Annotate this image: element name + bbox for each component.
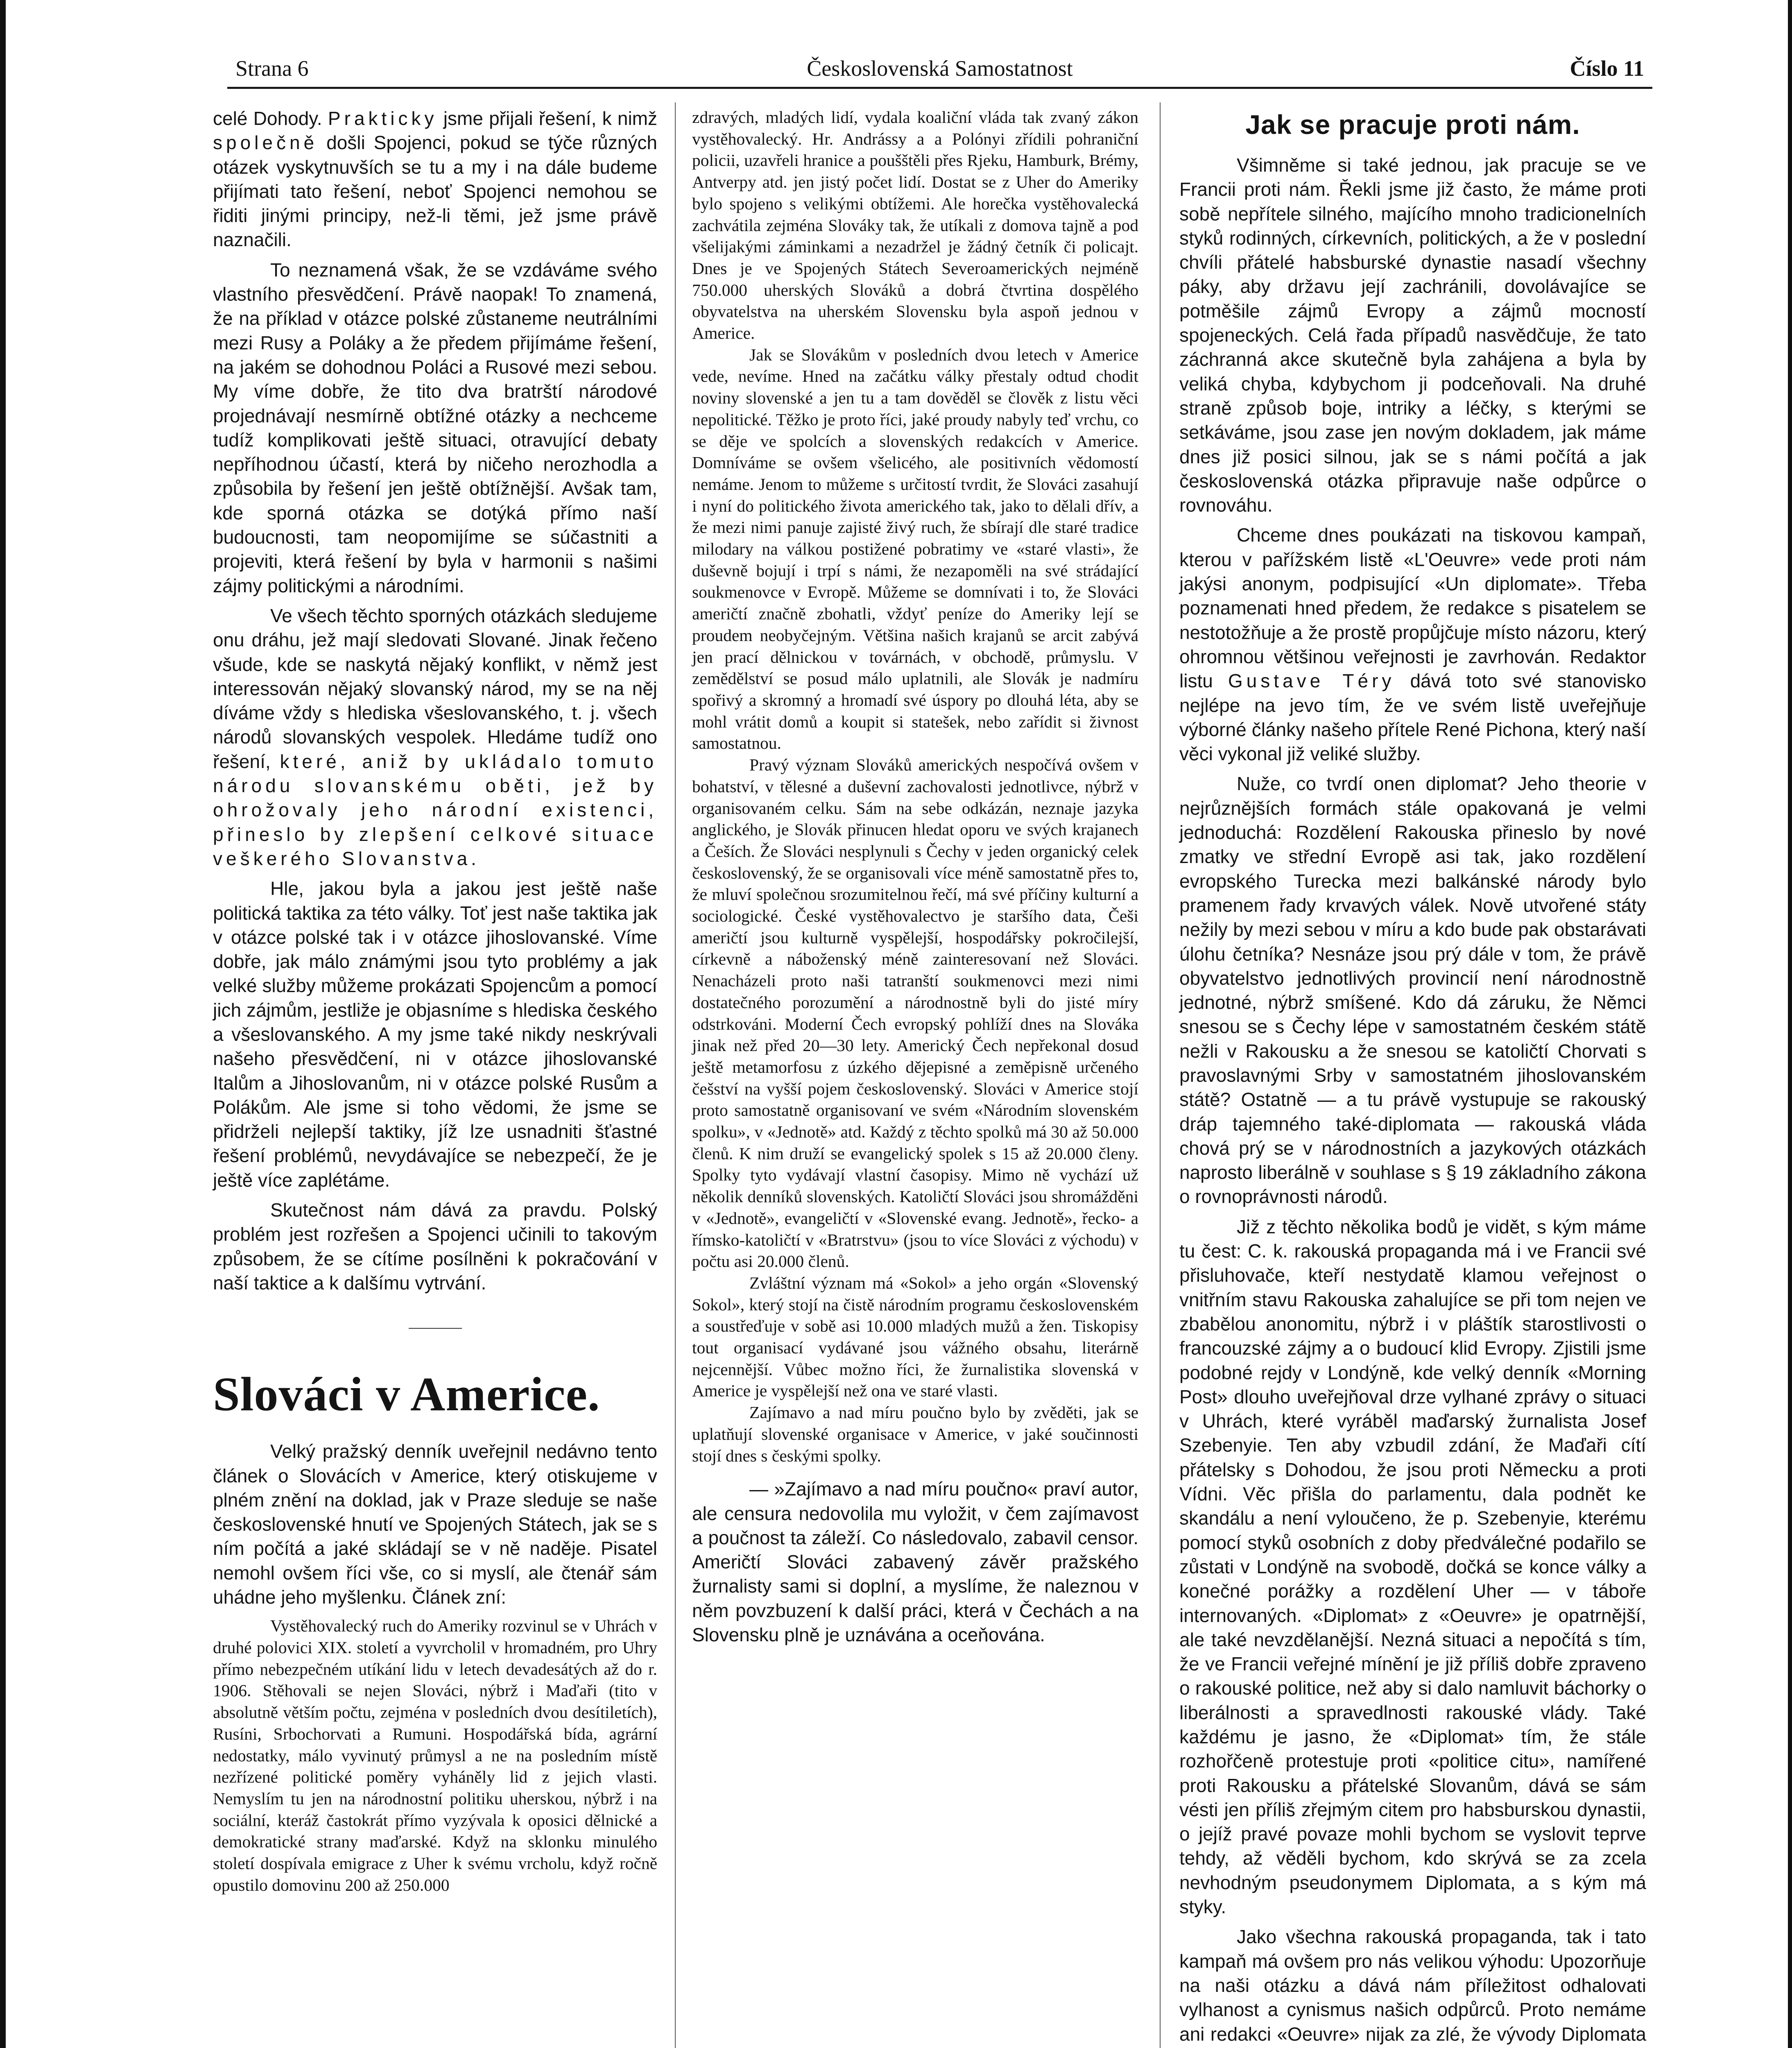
column-left xyxy=(213,106,657,1896)
paragraph xyxy=(213,604,657,871)
text-run: dává toto své stanovisko nejlépe na jevo tím, že ve svém listě uveřejňuje výborné články našeho přítele René Pichona, který naší věci vykonal již veliké služby. xyxy=(1179,670,1646,765)
masthead-title: Československá Samostatnost xyxy=(807,56,1073,81)
column-divider xyxy=(1160,102,1161,2048)
text-run: celé Dohody. xyxy=(213,108,328,129)
header-rule xyxy=(227,87,1652,89)
paragraph: Hle, jakou byla a jakou jest ještě naše politická taktika za této války. Toť jest naše taktika jak v otázce polské tak i v otázce jihoslovanské. Víme dobře, jak málo známými jsou tyto problémy a jak velké služby můžeme prokázati Spojencům a pomocí jich zájmům, jestliže je objasníme s hlediska českého a všeslovanského. A my jsme také nikdy neskrývali našeho přesvědčení, ni v otázce jihoslovanské Italům a Jihoslovanům, ni v otázce polské Rusům a Polákům. Ale jsme si toho vědomi, že jsme se přidrželi nejlepší taktiky, jíž lze usnadniti šťastné řešení problémů, nevydávajíce se nebezpečí, že je ještě více zaplétáme. xyxy=(213,878,657,1191)
paragraph: Jak se Slovákům v posledních dvou letech v Americe vede, nevíme. Hned na začátku války přestaly odtud chodit noviny slovenské a jen tu a tam dověděl se člověk z listu věci nepolitické. Těžko je proto říci, jaké proudy nabyly teď vrchu, co se děje ve spolcích a slovenských redakcích v Americe. Domníváme se ovšem všelicého, ale positivních vědomostí nemáme. Jenom to můžeme s určitostí tvrdit, že Slováci zasahují i nyní do politického života amerického tak, jako to dělali dřív, a že mezi nimi panuje zajisté živý ruch, že sbírají dle staré tradice milodary na válkou postižené pobratimy ve «staré vlasti», že duševně bojují i trpí s námi, že nezapoměli na své strádající soukmenovce v Evropě. Můžeme se domnívati i to, že Slováci američtí značně zbohatli, vždyť peníze do Ameriky lejí se proudem neobyčejným. Většina našich krajanů se arcit zabývá jen prací dělnickou v továrnách, v obchodě, průmyslu. V zemědělství se posud málo uplatnili, ale Slovák je nadmíru spořivý a skromný a hromadí své úspory po dlouhá léta, aby se mohl vrátit domů a koupit si statešek, nebo zařídit si živnost samostatnou. xyxy=(692,345,1138,753)
paragraph: Zvláštní význam má «Sokol» a jeho orgán «Slovenský Sokol», který stojí na čistě národním programu československém a soustřeďuje v sobě asi 10.000 mladých mužů a žen. Tiskopisy tout organisací vydávané jsou vážného obsahu, literárně nejcennější. Vůbec možno říci, že žurnalistika slovenská v Americe je vyspělejší než ona ve staré vlasti. xyxy=(692,1273,1138,1400)
paragraph: Skutečnost nám dává za pravdu. Polský problém jest rozřešen a Spojenci učinili to takovým způsobem, že se cítíme posílněni k pokračování v naší taktice a k dalšímu vytrvání. xyxy=(213,1199,657,1294)
paragraph: Jako všechna rakouská propaganda, tak i tato kampaň má ovšem pro nás velikou výhodu: Upozorňuje na naši otázku a dává nám příležitost odhalovati vylhanost a cynismus našich odpůrců. Proto nemáme ani redakci «Oeuvre» nijak za zlé, že vývody Diplomata xyxy=(1179,1926,1646,2045)
column-divider xyxy=(675,102,676,2048)
paragraph: Zajímavo a nad míru poučno bylo by zvěděti, jak se uplatňují slovenské organisace v Americe, v jaké součinnosti stojí dnes s českými spolky. xyxy=(692,1403,1138,1465)
page-header xyxy=(227,52,1652,85)
column-middle xyxy=(692,106,1138,1647)
scan-border-right xyxy=(1788,0,1792,2048)
paragraph xyxy=(1179,523,1646,766)
issue-number: Číslo 11 xyxy=(1570,56,1644,81)
paragraph: Nuže, co tvrdí onen diplomat? Jeho theorie v nejrůznějších formách stále opakovaná je velmi jednoduchá: Rozdělení Rakouska přineslo by nové zmatky ve střední Evropě asi tak, jako rozdělení evropského Turecka mezi balkánské národy bylo pramenem řady krvavých válek. Nově utvořené státy nežily by mezi sebou v míru a kdo bude pak obstarávati úlohu četníka? Nesnáze jsou prý dále v tom, že právě obyvatelstvo jednotlivých provincií není národnostně jednotné, nýbrž smíšené. Kdo dá záruku, že Němci snesou se s Čechy lépe v samostatném českém státě nežli v Rakousku a že snesou se katoličtí Chorvati s pravoslavnými Srby v samostatném jihoslovanském státě? Ostatně — a tu právě vystupuje se rakouský dráp tajemného také-diplomata — rakouská vláda chová prý se v národnostních a jazykových otázkách naprosto liberálně v souhlase s § 19 základního zákona o rovnoprávnosti národů. xyxy=(1179,773,1646,1208)
emphasis-text: Prakticky xyxy=(328,108,438,129)
emphasis-text: Gustave Téry xyxy=(1228,670,1395,692)
paragraph xyxy=(213,106,657,252)
paragraph: Vystěhovalecký ruch do Ameriky rozvinul se v Uhrách v druhé polovici XIX. století a vyvrcholil v hromadném, pro Uhry přímo nebezpečném utíkání lidu v letech devadesátých až do r. 1906. Stěhovali se nejen Slováci, nýbrž i Maďaři (tito v absolutně větším počtu, zejména v posledních dvou desítiletích), Rusíni, Srbochorvati a Rumuni. Hospodářská bída, agrární nedostatky, málo vyvinutý průmysl a ne na posledním místě nezřízené politické poměry vyháněly lid z jejich vlasti. Nemyslím tu jen na národnostní politiku uherskou, nýbrž i na sociální, kteráž častokrát přímo vyzývala k oposici dělnické a demokratické strany maďarské. Když na sklonku minulého století dospívala emigrace z Uher k svému vrcholu, když ročně opustilo domovinu 200 až 250.000 xyxy=(213,1616,657,1894)
emphasis-text: společně xyxy=(213,132,318,154)
emphasis-text: které, aniž by ukládalo tomuto národu slovanskému oběti, jež by ohrožovaly jeho národní existenci, přineslo by zlepšení celkové situace veškerého Slovanstva. xyxy=(213,750,657,869)
paragraph: zdravých, mladých lidí, vydala koaliční vláda tak zvaný zákon vystěhovalecký. Hr. Andrássy a a Polónyi zřídili pohraniční policii, uzavřeli hranice a poušštěli přes Rjeku, Hamburk, Brémy, Antverpy atd. jen jistý počet lidí. Dostat se z Uher do Ameriky bylo spojeno s velikými obtížemi. Ale horečka vystěhovalecká zachvátila zejména Slováky tak, že utíkali z domova tajně a pod všelijakými záminkami a nezadržel je žádný četník či policajt. Dnes je ve Spojených Státech Severoamerických nejméně 750.000 uherských Slováků a dobrá čtvrtina dospělého obyvatelstva na uherském Slovensku byla aspoň jednou v Americe. xyxy=(692,108,1138,343)
text-run: Chceme dnes poukázati na tiskovou kampaň, kterou v pařížském listě «L'Oeuvre» vede proti nám jakýsi anonym, podpisující «Un diplomate». Třeba poznamenati hned předem, že redakce s pisatelem se nestotožňuje a že prostě propůjčuje místo názoru, který ohromnou většinou veřejnosti je zavrhován. Redaktor listu xyxy=(1179,524,1646,692)
article-intro: Velký pražský denník uveřejnil nedávno tento článek o Slovácích v Americe, který otiskujeme v plném znění na doklad, jak v Praze sleduje se naše československé hnutí ve Spojených Státech, jak se s ním počítá a jaké skládají se v ně naděje. Pisatel nemohl ovšem říci vše, co si myslí, ale čtenář sám uhádne jeho myšlenku. Článek zní: xyxy=(213,1441,657,1608)
paragraph: Již z těchto několika bodů je vidět, s kým máme tu čest: C. k. rakouská propaganda má i ve Francii své přisluhovače, kteří nestydatě klamou veřejnost o vnitřním stavu Rakouska zahalujíce se při tom nejen ve zbabělou anonomitu, nýbrž i v pláštík starostlivosti o francouzské zájmy a o budoucí klid Evropy. Zjistili jsme podobné rejdy v Londýně, kde velký denník «Morning Post» dlouho uveřejňoval drze vylhané zprávy o situaci v Uhrách, které vyráběl maďarský žurnalista Josef Szebenyie. Ten aby vzbudil zdání, že Maďaři cítí přátelsky s Dohodou, že jsou proti Německu a proti Vídni. Věc přišla do parlamentu, dala podnět ke skandálu a není vyloučeno, že p. Szebenyie, kterému pomocí styků osobních z doby předválečné podařilo se zůstati v Londýně na svobodě, dočká se konce války a konečné porážky a rozdělení Uher — v táboře internovaných. «Diplomat» z «Oeuvre» je opatrnější, ale také nevzdělanější. Nezná situaci a nepočítá s tím, že ve Francii veřejné mínění je již příliš dobře zpraveno o rakouské politice, než aby si dalo namluvit báchorky o liberálnosti a spravedlnosti rakouské vlády. Také každému je jasno, že «Diplomat» tím, že stále rozhořčeně protestuje proti «politice citu», namířené proti Rakousku a přátelské Slovanům, dává se sám vésti jen příliš zřejmým citem pro habsburskou dynastii, o jejíž pravé povaze mohli bychom se vyslovit teprve tehdy, až věděli bychom, kdo skrývá se za zcela nevhodným pseudonymem Diplomata, a s kým má styky. xyxy=(1179,1216,1646,1918)
article-title: Slováci v Americe. xyxy=(213,1367,600,1421)
page-number: Strana 6 xyxy=(235,56,309,81)
text-run: Ve všech těchto sporných otázkách sledujeme onu dráhu, jež mají sledovati Slované. Jinak řečeno všude, kde se naskytá nějaký konflikt, v němž jest interessován nějaký slovanský národ, my se na něj díváme vždy s hlediska všeslovanského, t. j. všech národů slovanských vespolek. Hledáme tudíž ono řešení, xyxy=(213,605,657,772)
paragraph: Všimněme si také jednou, jak pracuje se ve Francii proti nám. Řekli jsme již často, že máme proti sobě nepřítele silného, majícího mnoho tradicionelních styků rodinných, církevních, politických, a že v poslední chvíli přátelé habsburské dynastie nasadí všechny páky, aby državu její zachránili, dovolávajíce se potměšile zájmů Evropy a zájmů mocností spojeneckých. Celá řada případů nasvědčuje, že tato záchranná akce skutečně byla zahájena a byla by veliká chyba, kdybychom ji podceňovali. Na druhé straně způsob boje, intriky a léčky, s kterými se setkáváme, jsou zase jen novým dokladem, jak máme dnes již posici silnou, jak se s námi počítá a jak československá otázka připravuje naše odpůrce o rovnováhu. xyxy=(1179,154,1646,516)
column-right xyxy=(1179,106,1646,2048)
paragraph: Pravý význam Slováků amerických nespočívá ovšem v bohatství, v tělesné a duševní zachovalosti jednotlivce, nýbrž v organisovaném celku. Sám na sebe odkázán, neznaje jazyka anglického, je Slovák přinucen hledat oporu ve svých krajanech a Češích. Že Slováci nesplynuli s Čechy v jeden organický celek československý, že se organisovali více méně samostatně přes to, že mluví společnou srozumitelnou řečí, má své příčiny kulturní a sociologické. České vystěhovalectvo je staršího data, Češi američtí jsou kulturně vyspělejší, hospodářsky pokročilejší, církevně a náboženský méně zainteresovaní než Slováci. Nenacházeli proto naši tatranští soukmenovci mezi nimi dostatečného porozumění a národnostně byli do jisté míry odstrkováni. Moderní Čech evropský pohlíží dnes na Slováka jinak než před 20—30 lety. Americký Čech nepřekonal dosud ještě metamorfosu z úzkého dějepisné a zeměpisně určeného češství na vyšší pojem československý. Slováci v Americe stojí proto samostatně organisovaní ve svém «Národním slovenském spolku», v «Jednotě» atd. Každý z těchto spolků má 30 až 50.000 členů. K nim druží se evangelický spolek s 15 až 20.000 členy. Spolky tyto vydávají vlastní časopisy. Mimo ně vychází už několik denníků slovenských. Katoličtí Slováci jsou shromážděni v «Jednotě», evangeličtí v «Slovenské evang. Jednotě», řecko- a římsko-katoličtí v «Bratrstvu» (jsou to více Slováci z východu) v počtu asi 20.000 členů. xyxy=(692,755,1138,1271)
text-run: došli Spojenci, pokud se týče různých otázek vyskytnuvších se tu a my i na dále budeme přijímati tato řešení, neboť Spojenci nemohou se řiditi jinými principy, než-li těmi, jež jsme právě naznačili. xyxy=(213,132,657,251)
article-title: Jak se pracuje proti nám. xyxy=(1245,109,1580,140)
paragraph: To neznamená však, že se vzdáváme svého vlastního přesvědčení. Právě naopak! To znamená, že na příklad v otázce polské zůstaneme neutrálními mezi Rusy a Poláky a že předem přijímáme řešení, na jakém se dohodnou Poláci a Rusové mezi sebou. My víme dobře, že tito dva bratrští národové projednávají nesmírně obtížné otázky a nechceme tudíž komplikovati ještě situaci, otravující debaty nepříhodnou účastí, která by ničeho nerozhodla a způsobila by řešení jen ještě obtížnější. Avšak tam, kde sporná otázka se dotýká přímo naší budoucnosti, tam neopomijíme se súčastniti a projeviti, která řešení by byla v harmonii s našimi zájmy politickými a národními. xyxy=(213,259,657,596)
section-divider xyxy=(409,1328,462,1329)
text-run: jsme přijali řešení, k nimž xyxy=(437,108,657,129)
editorial-comment: — »Zajímavo a nad míru poučno« praví autor, ale censura nedovolila mu vyložit, v čem zajímavost a poučnost ta záleží. Co následovalo, zabavil censor. Američtí Slováci zabavený závěr pražského žurnalisty sami si doplní, a myslíme, že naleznou v něm povzbuzení k další práci, která v Čechách a na Slovensku plně je uznávána a oceňována. xyxy=(692,1478,1138,1646)
scan-border-left xyxy=(0,0,6,2048)
